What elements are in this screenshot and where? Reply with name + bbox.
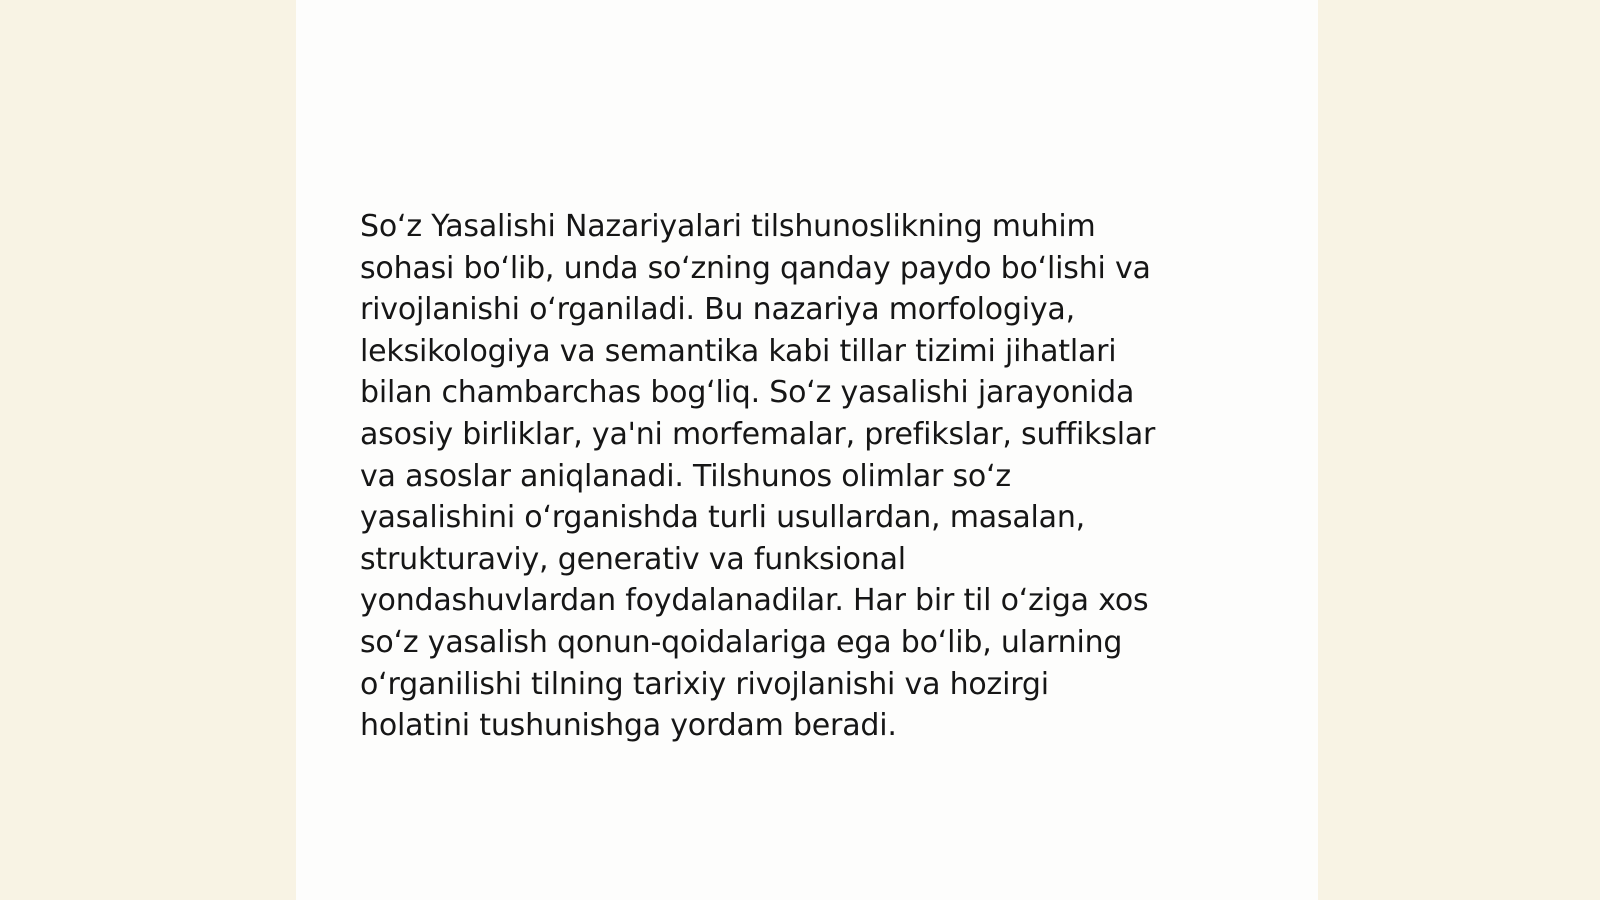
right-background-panel bbox=[1318, 0, 1600, 900]
paragraph-line-1: So‘z Yasalishi Nazariyalari tilshunoslikning muhim bbox=[360, 209, 1096, 244]
body-paragraph bbox=[360, 206, 1240, 747]
paragraph-line-10: yondashuvlardan foydalanadilar. Har bir til o‘ziga xos bbox=[360, 583, 1149, 619]
paragraph-line-8: yasalishini o‘rganishda turli usullardan, masalan, bbox=[360, 500, 1086, 536]
paragraph-line-2: sohasi bo‘lib, unda so‘zning qanday paydo bo‘lishi va bbox=[360, 250, 1151, 286]
paragraph-line-6: asosiy birliklar, ya'ni morfemalar, prefikslar, suffikslar bbox=[360, 416, 1156, 452]
left-background-panel bbox=[0, 0, 296, 900]
slide-content-area bbox=[296, 0, 1318, 900]
paragraph-line-7: va asoslar aniqlanadi. Tilshunos olimlar so‘z bbox=[360, 458, 1011, 494]
paragraph-line-12: o‘rganilishi tilning tarixiy rivojlanishi va hozirgi bbox=[360, 666, 1049, 702]
paragraph-line-5: bilan chambarchas bog‘liq. So‘z yasalishi jarayonida bbox=[360, 375, 1135, 411]
paragraph-line-11: so‘z yasalish qonun-qoidalariga ega bo‘lib, ularning bbox=[360, 624, 1123, 660]
paragraph-line-9: strukturaviy, generativ va funksional bbox=[360, 541, 906, 577]
paragraph-line-13: holatini tushunishga yordam beradi. bbox=[360, 708, 897, 744]
paragraph-line-4: leksikologiya va semantika kabi tillar tizimi jihatlari bbox=[360, 333, 1117, 369]
paragraph-line-3: rivojlanishi o‘rganiladi. Bu nazariya morfologiya, bbox=[360, 292, 1075, 328]
